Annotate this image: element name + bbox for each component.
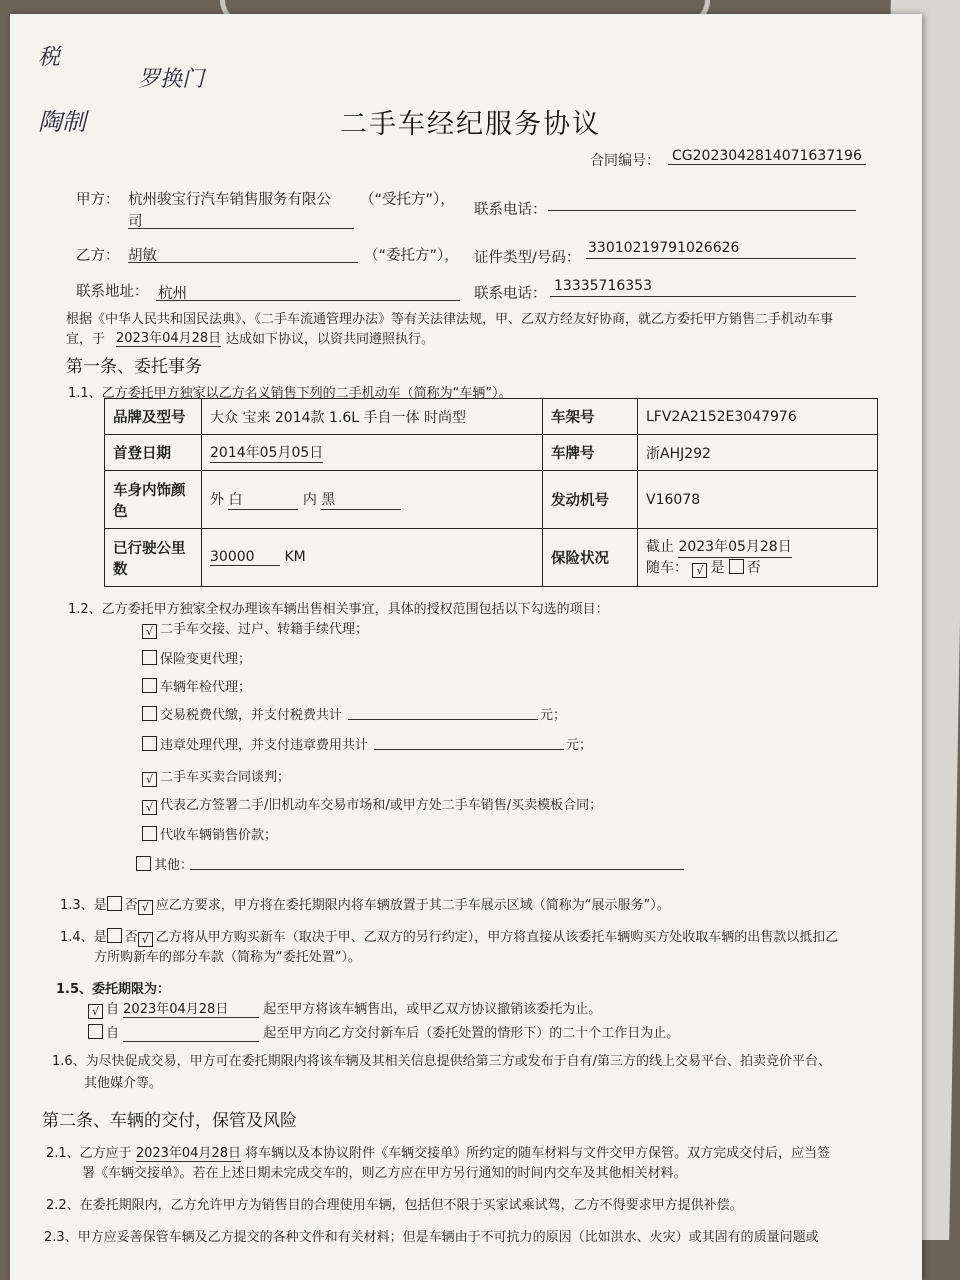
mileage-label: 已行驶公里数 xyxy=(105,529,202,587)
option-item: 其他： xyxy=(136,854,193,873)
clause-1-6: 1.6、为尽快促成交易，甲方可在委托期限内将该车辆及其相关信息提供给第三方或发布于自有/第三方的线上交易平台、拍卖竞价平台、 xyxy=(52,1054,832,1069)
party-b-name: 胡敏 xyxy=(128,248,157,264)
checkbox-yes[interactable]: √ xyxy=(692,563,707,578)
option-item: 交易税费代缴，并支付税费共计 xyxy=(142,704,342,723)
option-item: 车辆年检代理； xyxy=(142,676,251,695)
party-a-name-cont: 司 xyxy=(128,214,143,230)
currency-suffix: 元； xyxy=(540,708,567,723)
no-label: 否 xyxy=(746,560,761,576)
party-a-label: 甲方： xyxy=(76,192,120,208)
contract-page xyxy=(10,14,922,1280)
engine-value: V16078 xyxy=(638,471,878,529)
clause-1-3: 1.3、是 否 √ 应乙方要求，甲方将在委托期限内将车辆放置于其二手车展示区域（简称为“展示服务”）。 xyxy=(60,898,670,914)
option-checkbox[interactable]: √ xyxy=(142,772,157,787)
option-item: 代收车辆销售价款； xyxy=(142,824,277,843)
checkbox-no[interactable]: √ xyxy=(138,932,153,947)
party-a-name: 杭州骏宝行汽车销售服务有限公 xyxy=(128,192,331,208)
party-a-phone-label: 联系电话： xyxy=(474,202,547,218)
clause-2-1: 2.1、乙方应于 2023年04月28日 将车辆以及本协议附件《车辆交接单》所约定的随车材料与文件交甲方保管。双方完成交付后，应当签 xyxy=(46,1146,831,1161)
contract-no: CG2023042814071637196 xyxy=(668,148,866,165)
option-item: √ 二手车买卖合同谈判； xyxy=(142,766,290,787)
clause-2-3: 2.3、甲方应妥善保管车辆及乙方提交的各种文件和有关材料；但是车辆由于不可抗力的原因（比如洪水、火灾）或其固有的质量问题或 xyxy=(44,1230,819,1245)
insurance-until: 2023年05月28日 xyxy=(678,537,791,558)
option-checkbox[interactable] xyxy=(142,736,157,751)
term-checkbox[interactable] xyxy=(88,1024,103,1039)
term-checkbox[interactable]: √ xyxy=(88,1004,103,1019)
currency-suffix: 元； xyxy=(566,738,593,753)
yes-label: 是 xyxy=(710,560,725,576)
id-label: 证件类型/号码： xyxy=(474,250,581,266)
plate-value: 浙AHJ292 xyxy=(638,435,878,471)
clause-1-1: 1.1、乙方委托甲方独家以乙方名义销售下列的二手机动车（简称为“车辆”）。 xyxy=(68,386,512,401)
option-checkbox[interactable] xyxy=(142,678,157,693)
preamble-suffix: 达成如下协议，以资共同遵照执行。 xyxy=(226,332,435,347)
term-option-2: 自 起至甲方向乙方交付新车后（委托处置的情形下）的二十个工作日为止。 xyxy=(88,1022,679,1042)
checkbox-no[interactable]: √ xyxy=(138,900,153,915)
party-b-role: （“委托方”）， xyxy=(364,248,459,264)
reg-date-label: 首登日期 xyxy=(105,435,202,471)
preamble-date: 2023年04月28日 xyxy=(116,327,221,347)
checkbox-no[interactable] xyxy=(729,559,744,574)
clause-1-2: 1.2、乙方委托甲方独家全权办理该车辆出售相关事宜，具体的授权范围包括以下勾选的项目： xyxy=(68,602,609,617)
party-b-phone-label: 联系电话： xyxy=(474,286,547,302)
exterior-prefix: 外 xyxy=(210,492,224,508)
section-heading: 第二条、车辆的交付，保管及风险 xyxy=(42,1111,297,1131)
term-option-1: √ 自 2023年04月28日 起至甲方将该车辆售出，或甲乙双方协议撤销该委托为止。 xyxy=(88,998,601,1019)
brand-label: 品牌及型号 xyxy=(105,399,202,435)
with-car-label: 随车： xyxy=(646,560,688,576)
option-checkbox[interactable]: √ xyxy=(142,624,157,639)
party-a-role: （“受托方”）， xyxy=(360,192,455,208)
address: 杭州 xyxy=(158,286,187,302)
option-checkbox[interactable] xyxy=(142,650,157,665)
option-checkbox[interactable] xyxy=(142,826,157,841)
vehicle-table xyxy=(104,398,878,587)
term-blank xyxy=(123,1026,259,1042)
section-heading: 第一条、委托事务 xyxy=(66,357,202,377)
clause-1-5-heading: 1.5、委托期限为： xyxy=(56,982,171,997)
exterior-color: 白 xyxy=(228,489,298,510)
handwritten-note: 罗换门 xyxy=(138,67,205,92)
mileage-value: 30000 xyxy=(210,549,280,566)
option-item: 违章处理代理，并支付违章费用共计 xyxy=(142,734,368,753)
clause-1-4: 1.4、是 否 √ 乙方将从甲方购买新车（取决于甲、乙双方的另行约定），甲方将直接从该委托车辆购买方处收取车辆的出售款以抵扣乙 xyxy=(60,930,839,946)
contract-no-label: 合同编号： xyxy=(590,153,660,169)
mileage-unit: KM xyxy=(284,549,306,565)
option-item: √ 代表乙方签署二手/旧机动车交易市场和/或甲方处二手车销售/买卖模板合同； xyxy=(142,794,602,815)
reg-date-value: 2014年05月05日 xyxy=(210,442,323,463)
clause-1-6-cont: 其他媒介等。 xyxy=(84,1076,163,1091)
clause-2-2: 2.2、在委托期限内，乙方允许甲方为销售目的合理使用车辆，包括但不限于买家试乘试驾，乙方不得要求甲方提供补偿。 xyxy=(46,1198,743,1213)
option-item: √ 二手车交接、过户、转籍手续代理； xyxy=(142,618,368,639)
interior-color: 黑 xyxy=(321,489,401,510)
color-label: 车身内饰颜色 xyxy=(105,471,202,529)
option-item: 保险变更代理； xyxy=(142,648,251,667)
preamble-prefix: 宜，于 xyxy=(66,332,106,347)
checkbox-yes[interactable] xyxy=(107,896,122,911)
checkbox-yes[interactable] xyxy=(107,928,122,943)
option-checkbox[interactable]: √ xyxy=(142,800,157,815)
term-start-date: 2023年04月28日 xyxy=(123,998,259,1018)
id-number: 33010219791026626 xyxy=(588,240,740,256)
brand-value: 大众 宝来 2014款 1.6L 手自一体 时尚型 xyxy=(202,399,543,435)
option-checkbox[interactable] xyxy=(136,856,151,871)
address-label: 联系地址： xyxy=(76,284,149,300)
insurance-until-label: 截止 xyxy=(646,539,674,555)
handwritten-note: 税 xyxy=(38,45,61,70)
vin-value: LFV2A2152E3047976 xyxy=(638,399,878,435)
clause-2-1-cont: 署《车辆交接单》。若在上述日期未完成交车的，则乙方应在甲方另行通知的时间内交车及其他相关材料。 xyxy=(82,1166,687,1181)
clause-1-4-cont: 方所购新车的部分车款（简称为“委托处置”）。 xyxy=(94,950,361,965)
handwritten-note: 陶制 xyxy=(38,108,86,136)
preamble-line1: 根据《中华人民共和国民法典》、《二手车流通管理办法》等有关法律法规，甲、乙双方经友好协商，就乙方委托甲方销售二手机动车事 xyxy=(66,312,834,327)
engine-label: 发动机号 xyxy=(543,471,638,529)
delivery-date: 2023年04月28日 xyxy=(135,1146,241,1161)
document-title: 二手车经纪服务协议 xyxy=(340,109,601,140)
party-b-label: 乙方： xyxy=(76,248,120,264)
option-checkbox[interactable] xyxy=(142,706,157,721)
party-b-phone: 13335716353 xyxy=(554,278,652,294)
insurance-label: 保险状况 xyxy=(543,529,638,587)
interior-prefix: 内 xyxy=(302,492,317,508)
plate-label: 车牌号 xyxy=(543,435,638,471)
vin-label: 车架号 xyxy=(543,399,638,435)
